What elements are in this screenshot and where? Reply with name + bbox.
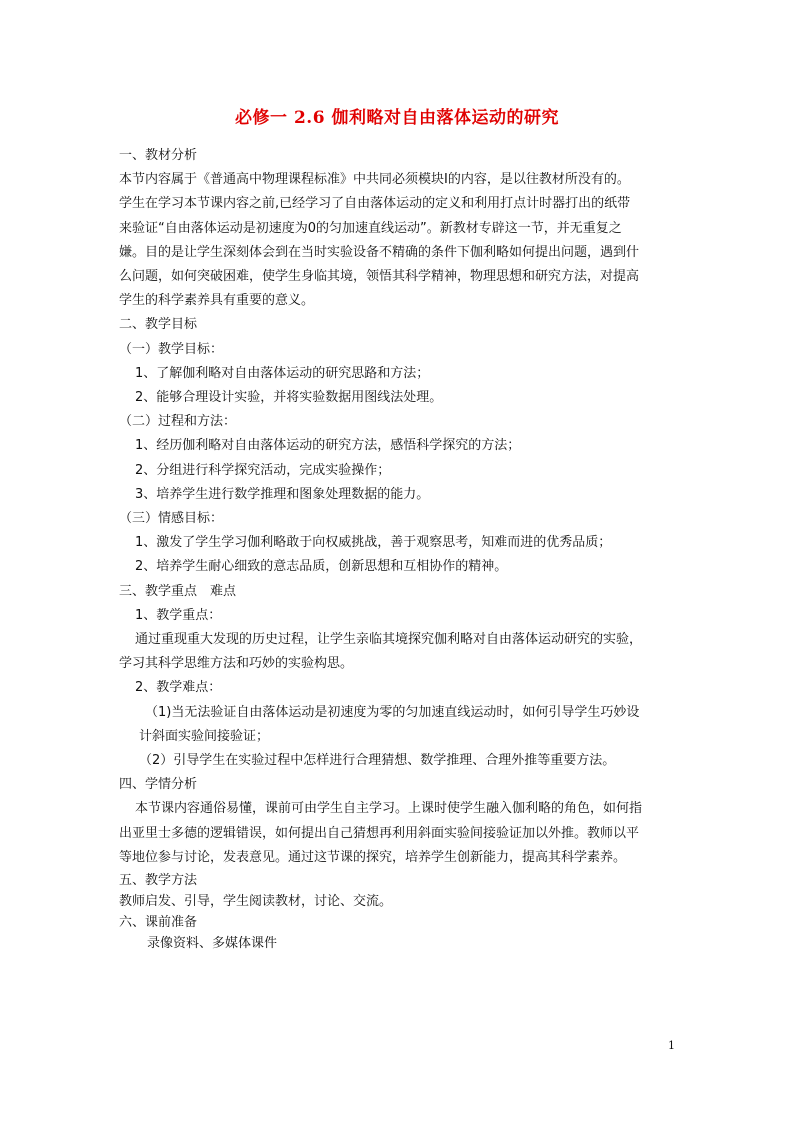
subheading: 2、教学难点： [135,680,222,696]
list-item: 2、培养学生耐心细致的意志品质，创新思想和互相协作的精神。 [135,559,508,575]
paragraph-line: 本节课内容通俗易懂，课前可由学生自主学习。上课时使学生融入伽利略的角色，如何指 [135,801,643,817]
paragraph-line: 录像资料、多媒体课件 [147,936,278,952]
document-body [119,144,679,954]
paragraph-line: 本节内容属于《普通高中物理课程标准》中共同必须模块Ⅰ的内容，是以往教材所没有的。 [119,172,630,188]
page-number: 1 [668,1039,675,1052]
list-item: 1、了解伽利略对自由落体运动的研究思路和方法； [135,365,430,381]
list-item: 2、能够合理设计实验，并将实验数据用图线法处理。 [135,390,443,406]
document-title: 必修一 2.6 伽利略对自由落体运动的研究 [235,108,559,128]
paragraph-line: 嫌。目的是让学生深刻体会到在当时实验设备不精确的条件下伽利略如何提出问题，遇到什 [119,244,640,260]
paragraph-line: 通过重现重大发现的历史过程，让学生亲临其境探究伽利略对自由落体运动研究的实验， [135,632,643,648]
section-heading-teaching-objectives: 二、教学目标 [119,317,198,333]
subheading: （三）情感目标： [119,511,224,527]
list-item: 2、分组进行科学探究活动，完成实验操作； [135,462,391,478]
paragraph-line: 教师启发、引导，学生阅读教材，讨论、交流。 [119,894,393,910]
list-item: （1)当无法验证自由落体运动是初速度为零的匀加速直线运动时，如何引导学生巧妙设 [145,704,640,720]
list-item: 3、培养学生进行数学推理和图象处理数据的能力。 [135,486,430,502]
section-heading-textbook-analysis: 一、教材分析 [119,148,198,163]
paragraph-line: 来验证“自由落体运动是初速度为0的匀加速直线运动”。新教材专辟这一节，并无重复之 [119,220,622,236]
section-heading-teaching-methods: 五、教学方法 [119,873,198,889]
subheading: 1、教学重点： [135,607,222,623]
list-item: （2）引导学生在实验过程中怎样进行合理猜想、数学推理、合理外推等重要方法。 [139,753,616,769]
paragraph-line: 么问题，如何突破困难，使学生身临其境，领悟其科学精神，物理思想和研究方法，对提高 [119,269,640,285]
section-heading-preparation: 六、课前准备 [119,915,198,931]
list-item: 1、激发了学生学习伽利略敢于向权威挑战，善于观察思考，知难而进的优秀品质； [135,535,612,551]
subheading: （二）过程和方法： [119,414,237,430]
section-heading-student-analysis: 四、学情分析 [119,777,198,793]
section-heading-key-points: 三、教学重点 难点 [119,583,237,599]
paragraph-line: 学习其科学思维方法和巧妙的实验构思。 [119,656,354,672]
paragraph-line: 计斜面实验间接验证； [139,728,270,744]
paragraph-line: 学生的科学素养具有重要的意义。 [119,293,315,309]
paragraph-line: 等地位参与讨论，发表意见。通过这节课的探究，培养学生创新能力，提高其科学素养。 [119,849,627,865]
list-item: 1、经历伽利略对自由落体运动的研究方法，感悟科学探究的方法； [135,438,521,454]
subheading: （一）教学目标： [119,341,224,357]
paragraph-line: 学生在学习本节课内容之前,已经学习了自由落体运动的定义和利用打点计时器打出的纸带 [119,196,631,212]
paragraph-line: 出亚里士多德的逻辑错误，如何提出自己猜想再利用斜面实验间接验证加以外推。教师以平 [119,825,640,841]
